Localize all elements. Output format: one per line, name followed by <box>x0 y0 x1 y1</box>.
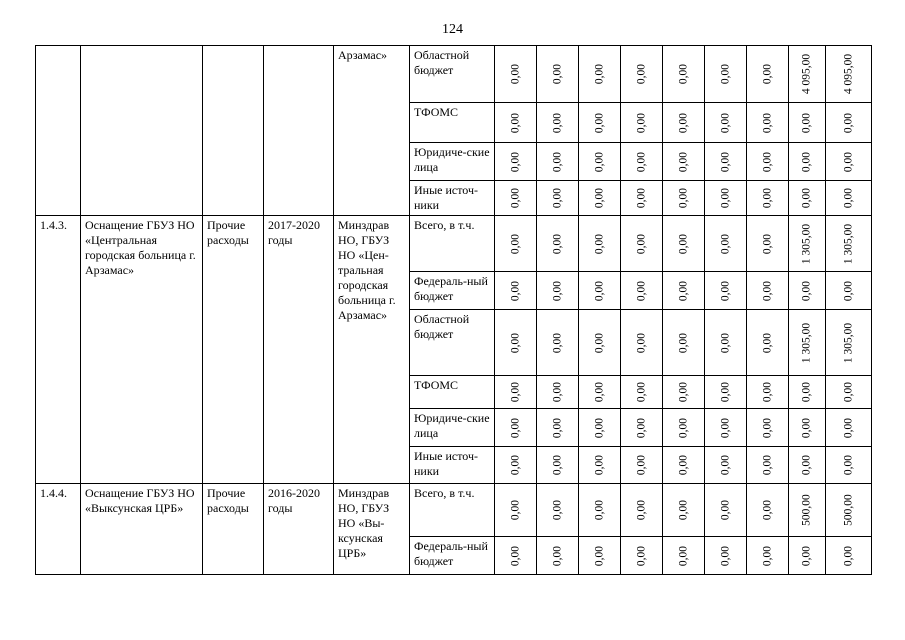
value-cell <box>495 484 537 537</box>
value-text: 0,00 <box>593 332 605 353</box>
value-text: 0,00 <box>509 381 521 403</box>
funding-source: Юридиче-ские лица <box>410 143 495 181</box>
value-text: 0,00 <box>719 187 731 209</box>
value-text: 0,00 <box>719 545 731 566</box>
value-text: 0,00 <box>635 187 647 209</box>
value-cell <box>705 484 747 537</box>
value-text: 0,00 <box>761 63 773 85</box>
value-cell <box>663 46 705 103</box>
value-cell <box>621 447 663 484</box>
value-cell <box>621 537 663 575</box>
value-text: 0,00 <box>551 454 563 476</box>
value-cell <box>705 537 747 575</box>
value-cell <box>705 143 747 181</box>
value-text: 0,00 <box>509 545 521 566</box>
value-text: 0,00 <box>593 63 605 85</box>
value-text: 0,00 <box>551 187 563 209</box>
value-cell <box>705 46 747 103</box>
value-cell <box>826 537 872 575</box>
value-text: 0,00 <box>800 187 813 209</box>
value-text: 0,00 <box>593 151 605 172</box>
value-text: 0,00 <box>635 499 647 521</box>
value-text: 0,00 <box>800 381 813 403</box>
value-cell <box>495 376 537 409</box>
value-text: 0,00 <box>551 332 563 353</box>
value-text: 0,00 <box>761 187 773 209</box>
funding-source: Иные источ-ники <box>410 181 495 216</box>
value-cell <box>621 310 663 376</box>
value-text: 0,00 <box>761 381 773 403</box>
value-text: 0,00 <box>800 454 813 476</box>
value-text: 0,00 <box>635 454 647 476</box>
value-text: 0,00 <box>635 381 647 403</box>
value-cell <box>826 484 872 537</box>
value-text: 1 305,00 <box>800 322 813 363</box>
value-text: 0,00 <box>635 332 647 353</box>
item-name: Оснащение ГБУЗ НО «Центральная городская больница г. Арзамас» <box>81 216 203 484</box>
value-cell <box>826 103 872 143</box>
funding-source: Федераль-ный бюджет <box>410 272 495 310</box>
value-cell <box>537 447 579 484</box>
value-text: 0,00 <box>842 112 854 133</box>
value-cell <box>579 216 621 272</box>
value-text: 0,00 <box>551 151 563 172</box>
value-cell <box>537 216 579 272</box>
value-cell <box>747 376 789 409</box>
value-cell <box>789 484 826 537</box>
value-cell <box>663 216 705 272</box>
value-text: 0,00 <box>800 112 813 133</box>
value-cell <box>579 537 621 575</box>
value-cell <box>747 484 789 537</box>
value-text: 0,00 <box>677 454 689 476</box>
value-text: 500,00 <box>800 494 813 526</box>
value-text: 0,00 <box>677 280 689 301</box>
item-name <box>81 46 203 216</box>
value-cell <box>826 376 872 409</box>
value-text: 0,00 <box>509 417 521 438</box>
value-cell <box>579 310 621 376</box>
value-cell <box>579 103 621 143</box>
value-cell <box>579 447 621 484</box>
value-text: 0,00 <box>800 417 813 438</box>
value-text: 500,00 <box>842 494 854 526</box>
expense-type: Прочие расходы <box>203 484 264 575</box>
value-text: 0,00 <box>635 280 647 301</box>
value-cell <box>579 143 621 181</box>
value-text: 0,00 <box>761 499 773 521</box>
value-text: 0,00 <box>719 63 731 85</box>
value-cell <box>789 409 826 447</box>
value-cell <box>621 376 663 409</box>
value-text: 0,00 <box>719 454 731 476</box>
value-text: 0,00 <box>761 151 773 172</box>
value-text: 0,00 <box>842 454 854 476</box>
item-number <box>36 46 81 216</box>
value-text: 0,00 <box>635 417 647 438</box>
value-cell <box>747 143 789 181</box>
value-cell <box>747 409 789 447</box>
value-text: 0,00 <box>551 233 563 254</box>
value-text: 0,00 <box>842 381 854 403</box>
value-text: 0,00 <box>761 280 773 301</box>
period: 2017-2020 годы <box>264 216 334 484</box>
value-cell <box>537 484 579 537</box>
funding-source: Всего, в т.ч. <box>410 484 495 537</box>
value-cell <box>495 181 537 216</box>
value-cell <box>495 537 537 575</box>
value-text: 0,00 <box>842 280 854 301</box>
value-cell <box>789 537 826 575</box>
value-cell <box>537 143 579 181</box>
value-cell <box>747 537 789 575</box>
value-text: 0,00 <box>719 112 731 133</box>
value-cell <box>621 181 663 216</box>
value-text: 4 095,00 <box>842 53 854 95</box>
value-cell <box>705 103 747 143</box>
value-text: 0,00 <box>800 545 813 566</box>
funding-source: Юридиче-ские лица <box>410 409 495 447</box>
value-text: 0,00 <box>719 332 731 353</box>
value-cell <box>537 409 579 447</box>
value-text: 0,00 <box>719 280 731 301</box>
value-cell <box>747 310 789 376</box>
value-text: 0,00 <box>551 112 563 133</box>
value-cell <box>705 376 747 409</box>
value-cell <box>537 310 579 376</box>
page-number: 124 <box>442 22 463 37</box>
value-cell <box>495 409 537 447</box>
item-number: 1.4.4. <box>36 484 81 575</box>
value-text: 0,00 <box>509 63 521 85</box>
value-text: 0,00 <box>719 151 731 172</box>
value-text: 0,00 <box>593 112 605 133</box>
value-cell <box>663 484 705 537</box>
value-cell <box>621 216 663 272</box>
value-cell <box>579 272 621 310</box>
value-text: 0,00 <box>719 381 731 403</box>
value-text: 0,00 <box>677 381 689 403</box>
value-cell <box>747 46 789 103</box>
funding-source: Иные источ-ники <box>410 447 495 484</box>
value-cell <box>537 103 579 143</box>
value-text: 0,00 <box>509 112 521 133</box>
value-text: 0,00 <box>761 545 773 566</box>
value-cell <box>789 216 826 272</box>
value-cell <box>705 181 747 216</box>
value-text: 0,00 <box>593 280 605 301</box>
value-text: 0,00 <box>677 112 689 133</box>
value-cell <box>663 447 705 484</box>
value-text: 0,00 <box>677 187 689 209</box>
value-text: 0,00 <box>677 233 689 254</box>
value-text: 0,00 <box>677 151 689 172</box>
value-text: 0,00 <box>635 233 647 254</box>
value-text: 0,00 <box>593 187 605 209</box>
value-cell <box>826 181 872 216</box>
value-text: 0,00 <box>509 233 521 254</box>
value-cell <box>663 143 705 181</box>
value-text: 0,00 <box>551 499 563 521</box>
value-text: 0,00 <box>761 332 773 353</box>
value-text: 0,00 <box>719 417 731 438</box>
value-text: 0,00 <box>551 545 563 566</box>
funding-source: Федераль-ный бюджет <box>410 537 495 575</box>
value-text: 0,00 <box>593 545 605 566</box>
funding-source: ТФОМС <box>410 376 495 409</box>
value-text: 0,00 <box>677 63 689 85</box>
value-cell <box>495 272 537 310</box>
value-text: 0,00 <box>593 381 605 403</box>
value-text: 0,00 <box>593 417 605 438</box>
value-text: 1 305,00 <box>842 223 854 264</box>
table-row <box>36 216 872 272</box>
value-text: 0,00 <box>551 381 563 403</box>
value-cell <box>537 376 579 409</box>
value-cell <box>537 46 579 103</box>
value-cell <box>789 272 826 310</box>
value-text: 0,00 <box>635 151 647 172</box>
value-text: 0,00 <box>551 417 563 438</box>
value-cell <box>663 181 705 216</box>
value-cell <box>579 484 621 537</box>
value-text: 0,00 <box>509 332 521 353</box>
value-cell <box>621 46 663 103</box>
value-text: 0,00 <box>509 499 521 521</box>
expense-type <box>203 46 264 216</box>
value-text: 0,00 <box>593 499 605 521</box>
funding-source: ТФОМС <box>410 103 495 143</box>
budget-table <box>35 45 872 575</box>
value-text: 0,00 <box>593 454 605 476</box>
item-name: Оснащение ГБУЗ НО «Выксунская ЦРБ» <box>81 484 203 575</box>
value-cell <box>747 103 789 143</box>
value-text: 0,00 <box>761 417 773 438</box>
item-number: 1.4.3. <box>36 216 81 484</box>
value-cell <box>826 447 872 484</box>
period <box>264 46 334 216</box>
value-text: 0,00 <box>800 280 813 301</box>
value-cell <box>747 181 789 216</box>
value-cell <box>663 310 705 376</box>
expense-type: Прочие расходы <box>203 216 264 484</box>
value-text: 0,00 <box>677 545 689 566</box>
value-cell <box>621 272 663 310</box>
value-text: 0,00 <box>677 332 689 353</box>
value-cell <box>663 537 705 575</box>
value-text: 0,00 <box>551 63 563 85</box>
value-text: 0,00 <box>761 454 773 476</box>
value-cell <box>579 181 621 216</box>
value-cell <box>705 216 747 272</box>
value-text: 0,00 <box>842 545 854 566</box>
value-text: 0,00 <box>719 233 731 254</box>
value-text: 0,00 <box>635 63 647 85</box>
value-text: 1 305,00 <box>800 223 813 264</box>
value-cell <box>495 143 537 181</box>
value-cell <box>789 143 826 181</box>
value-cell <box>789 46 826 103</box>
value-text: 0,00 <box>509 151 521 172</box>
value-text: 0,00 <box>677 417 689 438</box>
value-text: 0,00 <box>635 545 647 566</box>
value-cell <box>663 376 705 409</box>
value-cell <box>663 409 705 447</box>
period: 2016-2020 годы <box>264 484 334 575</box>
value-cell <box>537 272 579 310</box>
value-cell <box>621 143 663 181</box>
value-cell <box>789 447 826 484</box>
value-cell <box>579 46 621 103</box>
value-cell <box>705 310 747 376</box>
value-cell <box>495 310 537 376</box>
value-cell <box>705 272 747 310</box>
value-cell <box>537 181 579 216</box>
value-cell <box>705 409 747 447</box>
value-cell <box>826 310 872 376</box>
funding-source: Областной бюджет <box>410 310 495 376</box>
value-cell <box>826 216 872 272</box>
value-text: 0,00 <box>719 499 731 521</box>
value-text: 0,00 <box>509 187 521 209</box>
value-cell <box>579 409 621 447</box>
value-cell <box>789 181 826 216</box>
value-cell <box>789 103 826 143</box>
value-text: 0,00 <box>842 187 854 209</box>
table-row <box>36 484 872 537</box>
value-cell <box>495 216 537 272</box>
value-cell <box>663 272 705 310</box>
value-text: 0,00 <box>842 417 854 438</box>
funding-source: Всего, в т.ч. <box>410 216 495 272</box>
executor: Минздрав НО, ГБУЗ НО «Цен-тральная городская больница г. Арзамас» <box>334 216 410 484</box>
value-cell <box>789 376 826 409</box>
value-text: 0,00 <box>800 151 813 172</box>
value-cell <box>747 272 789 310</box>
value-text: 0,00 <box>593 233 605 254</box>
value-text: 0,00 <box>677 499 689 521</box>
value-cell <box>826 143 872 181</box>
value-cell <box>537 537 579 575</box>
value-text: 0,00 <box>509 280 521 301</box>
value-text: 0,00 <box>551 280 563 301</box>
value-cell <box>826 409 872 447</box>
value-text: 0,00 <box>761 112 773 133</box>
funding-source: Областной бюджет <box>410 46 495 103</box>
value-cell <box>495 46 537 103</box>
value-text: 0,00 <box>635 112 647 133</box>
value-cell <box>621 409 663 447</box>
value-cell <box>747 216 789 272</box>
value-cell <box>621 103 663 143</box>
value-cell <box>826 46 872 103</box>
value-cell <box>495 447 537 484</box>
value-cell <box>663 103 705 143</box>
value-cell <box>579 376 621 409</box>
value-text: 0,00 <box>509 454 521 476</box>
value-text: 0,00 <box>842 151 854 172</box>
value-cell <box>789 310 826 376</box>
value-cell <box>705 447 747 484</box>
executor: Арзамас» <box>334 46 410 216</box>
value-text: 4 095,00 <box>800 53 813 95</box>
value-cell <box>621 484 663 537</box>
executor: Минздрав НО, ГБУЗ НО «Вы-ксунская ЦРБ» <box>334 484 410 575</box>
value-text: 0,00 <box>761 233 773 254</box>
value-cell <box>826 272 872 310</box>
value-cell <box>495 103 537 143</box>
value-text: 1 305,00 <box>842 322 854 363</box>
value-cell <box>747 447 789 484</box>
table-row <box>36 46 872 103</box>
